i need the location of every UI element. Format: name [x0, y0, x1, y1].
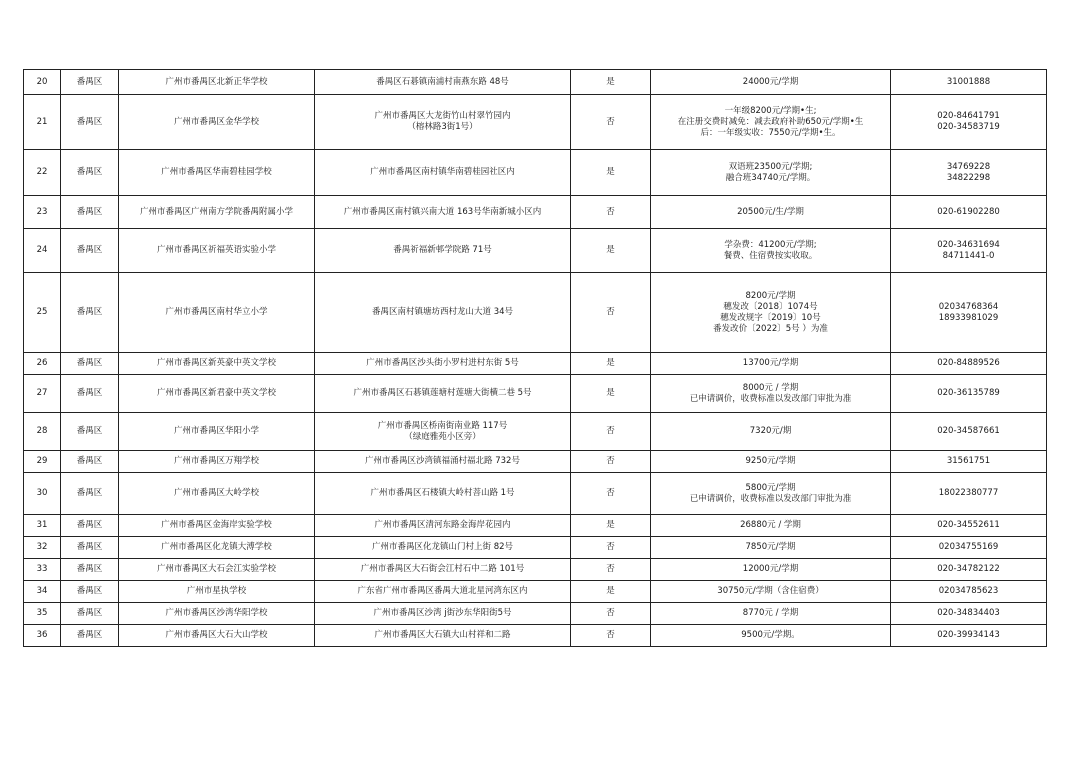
school-name-cell: 广州市番禺区北新正华学校	[119, 70, 315, 95]
table-row	[24, 70, 1047, 95]
row-number: 22	[24, 150, 61, 196]
district-cell: 番禺区	[61, 353, 119, 375]
address-cell: 广州市番禺区大石镇大山村祥和二路	[315, 625, 571, 647]
flag-cell: 否	[571, 196, 651, 229]
flag-cell: 否	[571, 559, 651, 581]
flag-cell: 否	[571, 473, 651, 515]
district-cell: 番禺区	[61, 581, 119, 603]
fee-cell: 7850元/学期	[651, 537, 891, 559]
fee-cell: 学杂费：41200元/学期; 餐费、住宿费按实收取。	[651, 229, 891, 273]
phone-cell: 18022380777	[891, 473, 1047, 515]
address-cell: 广州市番禺区沙头街小罗村进村东街 5号	[315, 353, 571, 375]
school-name-cell: 广州市番禺区大石会江实验学校	[119, 559, 315, 581]
district-cell: 番禺区	[61, 150, 119, 196]
district-cell: 番禺区	[61, 451, 119, 473]
row-number: 33	[24, 559, 61, 581]
address-cell: 广州市番禺区大龙街竹山村翠竹园内 （榕林路3街1号）	[315, 95, 571, 150]
phone-cell: 31001888	[891, 70, 1047, 95]
district-cell: 番禺区	[61, 95, 119, 150]
phone-cell: 020-34782122	[891, 559, 1047, 581]
district-cell: 番禺区	[61, 273, 119, 353]
school-name-cell: 广州市星执学校	[119, 581, 315, 603]
fee-cell: 8200元/学期 穗发改〔2018〕1074号 穗发改规字〔2019〕10号 番发改价〔2022〕5号 ）为准	[651, 273, 891, 353]
address-cell: 广州市番禺区桥南街南业路 117号 （绿庭雅苑小区旁）	[315, 413, 571, 451]
address-cell: 广州市番禺区石碁镇莲塘村莲塘大街横二巷 5号	[315, 375, 571, 413]
flag-cell: 否	[571, 537, 651, 559]
school-name-cell: 广州市番禺区大石大山学校	[119, 625, 315, 647]
table-row	[24, 515, 1047, 537]
fee-cell: 13700元/学期	[651, 353, 891, 375]
district-cell: 番禺区	[61, 473, 119, 515]
table-row	[24, 95, 1047, 150]
row-number: 27	[24, 375, 61, 413]
fee-cell: 12000元/学期	[651, 559, 891, 581]
row-number: 29	[24, 451, 61, 473]
school-name-cell: 广州市番禺区华阳小学	[119, 413, 315, 451]
district-cell: 番禺区	[61, 70, 119, 95]
row-number: 31	[24, 515, 61, 537]
flag-cell: 是	[571, 229, 651, 273]
row-number: 23	[24, 196, 61, 229]
row-number: 25	[24, 273, 61, 353]
school-name-cell: 广州市番禺区沙湾华阳学校	[119, 603, 315, 625]
table-row	[24, 559, 1047, 581]
phone-cell: 020-84641791 020-34583719	[891, 95, 1047, 150]
phone-cell: 020-61902280	[891, 196, 1047, 229]
phone-cell: 02034755169	[891, 537, 1047, 559]
school-name-cell: 广州市番禺区金华学校	[119, 95, 315, 150]
address-cell: 番禺区石碁镇南浦村南燕东路 48号	[315, 70, 571, 95]
flag-cell: 是	[571, 375, 651, 413]
table-row	[24, 537, 1047, 559]
fee-cell: 8000元 / 学期 已申请调价，收费标准以发改部门审批为准	[651, 375, 891, 413]
table-row	[24, 451, 1047, 473]
row-number: 28	[24, 413, 61, 451]
district-cell: 番禺区	[61, 515, 119, 537]
phone-cell: 020-34834403	[891, 603, 1047, 625]
fee-cell: 20500元/生/学期	[651, 196, 891, 229]
school-name-cell: 广州市番禺区华南碧桂园学校	[119, 150, 315, 196]
fee-cell: 一年级8200元/学期•生; 在注册交费时减免：减去政府补助650元/学期•生 后：一年级实收：7550元/学期•生。	[651, 95, 891, 150]
flag-cell: 否	[571, 451, 651, 473]
district-cell: 番禺区	[61, 229, 119, 273]
row-number: 34	[24, 581, 61, 603]
district-cell: 番禺区	[61, 559, 119, 581]
school-name-cell: 广州市番禺区大岭学校	[119, 473, 315, 515]
table-row	[24, 229, 1047, 273]
phone-cell: 02034768364 18933981029	[891, 273, 1047, 353]
table-row	[24, 413, 1047, 451]
address-cell: 广州市番禺区沙湾 j街沙东华阳街5号	[315, 603, 571, 625]
district-cell: 番禺区	[61, 196, 119, 229]
fee-cell: 双语班23500元/学期; 融合班34740元/学期。	[651, 150, 891, 196]
fee-cell: 9500元/学期。	[651, 625, 891, 647]
fee-cell: 9250元/学期	[651, 451, 891, 473]
flag-cell: 是	[571, 515, 651, 537]
row-number: 36	[24, 625, 61, 647]
flag-cell: 是	[571, 70, 651, 95]
table-row	[24, 150, 1047, 196]
district-cell: 番禺区	[61, 603, 119, 625]
address-cell: 番禺祈福新邨学院路 71号	[315, 229, 571, 273]
fee-cell: 5800元/学期 已申请调价，收费标准以发改部门审批为准	[651, 473, 891, 515]
phone-cell: 34769228 34822298	[891, 150, 1047, 196]
phone-cell: 02034785623	[891, 581, 1047, 603]
flag-cell: 否	[571, 95, 651, 150]
school-name-cell: 广州市番禺区新英豪中英文学校	[119, 353, 315, 375]
flag-cell: 是	[571, 353, 651, 375]
phone-cell: 020-34631694 84711441-0	[891, 229, 1047, 273]
address-cell: 广州市番禺区南村镇兴南大道 163号华南新城小区内	[315, 196, 571, 229]
phone-cell: 020-39934143	[891, 625, 1047, 647]
school-name-cell: 广州市番禺区祈福英语实验小学	[119, 229, 315, 273]
row-number: 30	[24, 473, 61, 515]
phone-cell: 020-34587661	[891, 413, 1047, 451]
school-name-cell: 广州市番禺区新君豪中英文学校	[119, 375, 315, 413]
fee-cell: 24000元/学期	[651, 70, 891, 95]
district-cell: 番禺区	[61, 375, 119, 413]
school-name-cell: 广州市番禺区金海岸实验学校	[119, 515, 315, 537]
row-number: 24	[24, 229, 61, 273]
table-row	[24, 603, 1047, 625]
table-row	[24, 353, 1047, 375]
row-number: 32	[24, 537, 61, 559]
district-cell: 番禺区	[61, 537, 119, 559]
table-row	[24, 196, 1047, 229]
table-row	[24, 375, 1047, 413]
fee-cell: 8770元 / 学期	[651, 603, 891, 625]
flag-cell: 是	[571, 150, 651, 196]
address-cell: 广州市番禺区石楼镇大岭村菩山路 1号	[315, 473, 571, 515]
address-cell: 广州市番禺区大石街会江村石中二路 101号	[315, 559, 571, 581]
fee-cell: 26880元 / 学期	[651, 515, 891, 537]
phone-cell: 020-84889526	[891, 353, 1047, 375]
address-cell: 番禺区南村镇塘坊西村龙山大道 34号	[315, 273, 571, 353]
school-name-cell: 广州市番禺区化龙镇大溥学校	[119, 537, 315, 559]
fee-cell: 30750元/学期（含住宿费）	[651, 581, 891, 603]
flag-cell: 否	[571, 413, 651, 451]
flag-cell: 否	[571, 273, 651, 353]
school-name-cell: 广州市番禺区万翔学校	[119, 451, 315, 473]
flag-cell: 否	[571, 625, 651, 647]
fee-cell: 7320元/期	[651, 413, 891, 451]
address-cell: 广东省广州市番禺区番禺大道北星河湾东区内	[315, 581, 571, 603]
row-number: 35	[24, 603, 61, 625]
table-row	[24, 581, 1047, 603]
flag-cell: 否	[571, 603, 651, 625]
row-number: 21	[24, 95, 61, 150]
phone-cell: 020-34552611	[891, 515, 1047, 537]
address-cell: 广州市番禺区南村镇华南碧桂园社区内	[315, 150, 571, 196]
address-cell: 广州市番禺区沙湾镇福涌村福北路 732号	[315, 451, 571, 473]
phone-cell: 020-36135789	[891, 375, 1047, 413]
address-cell: 广州市番禺区化龙镇山门村上街 82号	[315, 537, 571, 559]
address-cell: 广州市番禺区清河东路金海岸花园内	[315, 515, 571, 537]
school-name-cell: 广州市番禺区广州南方学院番禺附属小学	[119, 196, 315, 229]
school-fee-table	[23, 69, 1047, 647]
phone-cell: 31561751	[891, 451, 1047, 473]
table-row	[24, 625, 1047, 647]
row-number: 20	[24, 70, 61, 95]
district-cell: 番禺区	[61, 625, 119, 647]
table-row	[24, 273, 1047, 353]
flag-cell: 是	[571, 581, 651, 603]
row-number: 26	[24, 353, 61, 375]
table-row	[24, 473, 1047, 515]
district-cell: 番禺区	[61, 413, 119, 451]
school-name-cell: 广州市番禺区南村华立小学	[119, 273, 315, 353]
